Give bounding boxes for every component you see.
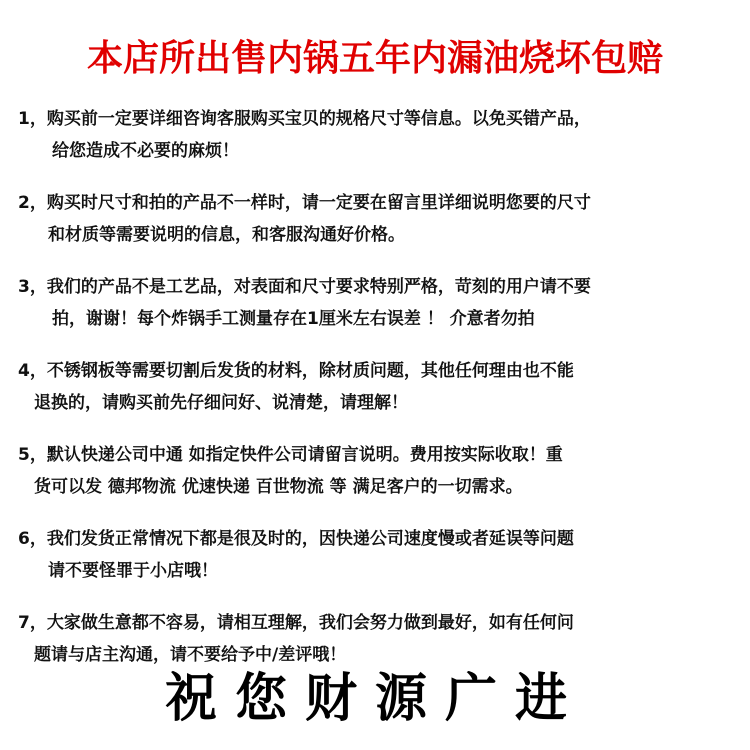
notice-list <box>18 104 733 692</box>
notice-line: 3，我们的产品不是工艺品，对表面和尺寸要求特别严格，苛刻的用户请不要 <box>18 277 591 297</box>
footer-greeting: 祝您财源广进 <box>164 668 585 729</box>
notice-item <box>18 440 733 524</box>
notice-line: 请不要怪罪于小店哦！ <box>48 561 218 581</box>
notice-line: 拍，谢谢！每个炸锅手工测量存在1厘米左右误差 ！ 介意者勿拍 <box>52 309 535 329</box>
notice-line: 货可以发 德邦物流 优速快递 百世物流 等 满足客户的一切需求。 <box>34 477 523 497</box>
notice-item <box>18 272 733 356</box>
notice-line: 6，我们发货正常情况下都是很及时的，因快递公司速度慢或者延误等问题 <box>18 529 574 549</box>
notice-item <box>18 104 733 188</box>
notice-line: 题请与店主沟通，请不要给予中/差评哦！ <box>34 645 347 665</box>
notice-item <box>18 524 733 608</box>
notice-line: 给您造成不必要的麻烦！ <box>52 141 239 161</box>
notice-line: 和材质等需要说明的信息，和客服沟通好价格。 <box>48 225 405 245</box>
notice-item <box>18 188 733 272</box>
notice-line: 1，购买前一定要详细咨询客服购买宝贝的规格尺寸等信息。以免买错产品， <box>18 109 591 129</box>
notice-line: 退换的，请购买前先仔细问好、说清楚，请理解！ <box>34 393 408 413</box>
notice-line: 4，不锈钢板等需要切割后发货的材料，除材质问题，其他任何理由也不能 <box>18 361 574 381</box>
headline: 本店所出售内锅五年内漏油烧坏包赔 <box>86 38 663 79</box>
notice-line: 2，购买时尺寸和拍的产品不一样时，请一定要在留言里详细说明您要的尺寸 <box>18 193 591 213</box>
notice-item <box>18 356 733 440</box>
notice-line: 7，大家做生意都不容易，请相互理解，我们会努力做到最好，如有任何问 <box>18 613 574 633</box>
notice-line: 5，默认快递公司中通 如指定快件公司请留言说明。费用按实际收取！重 <box>18 445 563 465</box>
